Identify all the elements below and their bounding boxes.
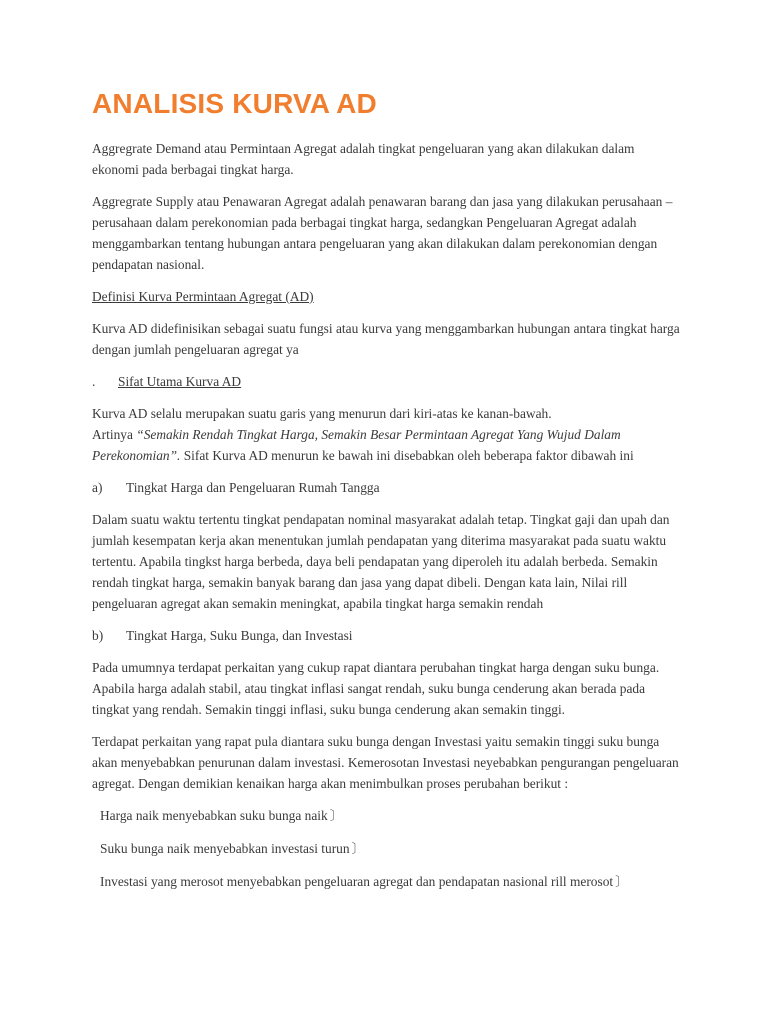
paragraph-aggregate-demand: Aggregrate Demand atau Permintaan Agregat adalah tingkat pengeluaran yang akan dilakukan dalam ekonomi pada berbagai tingkat harga. bbox=[92, 141, 635, 177]
definition-heading: Definisi Kurva Permintaan Agregat (AD) bbox=[92, 289, 314, 304]
paragraph-kurva-ad-definition: Kurva AD didefinisikan sebagai suatu fungsi atau kurva yang menggambarkan hubungan antara tingkat harga dengan jumlah pengeluaran agregat ya bbox=[92, 321, 680, 357]
paragraph-interest-rate: Pada umumnya terdapat perkaitan yang cukup rapat diantara perubahan tingkat harga dengan suku bunga. Apabila harga adalah stabil, atau tingkat inflasi sangat rendah, suku bunga cenderung akan berada pada tingkat yang rendah. Semakin tinggi inflasi, suku bunga cenderung akan semakin tinggi. bbox=[92, 660, 660, 717]
bullet-mark: . bbox=[92, 374, 96, 389]
properties-line: Kurva AD selalu merupakan suatu garis yang menurun dari kiri-atas ke kanan-bawah. bbox=[92, 406, 552, 421]
list-marker-b: b) bbox=[92, 628, 104, 643]
paragraph-aggregate-supply: Aggregrate Supply atau Penawaran Agregat adalah penawaran barang dan jasa yang dilakukan perusahaan – perusahaan dalam perekonomian pada berbagai tingkat harga, sedangkan Pengeluaran Agregat adalah menggambarkan tentang hubungan antara pengeluaran yang akan dilakukan dalam perekonomian dengan pendapatan nasional. bbox=[92, 194, 673, 272]
paragraph-kurva-ad-properties bbox=[92, 403, 682, 466]
document-page bbox=[92, 86, 682, 904]
list-marker-a: a) bbox=[92, 480, 103, 495]
paragraph-investment: Terdapat perkaitan yang rapat pula diantara suku bunga dengan Investasi yaitu semakin tinggi suku bunga akan menyebabkan penurunan dalam investasi. Kemerosotan Investasi neyebabkan pengurangan pengeluaran agregat. Dengan demikian kenaikan harga akan menimbulkan proses perubahan berikut : bbox=[92, 734, 679, 791]
process-step-2-text: Suku bunga naik menyebabkan investasi turun bbox=[100, 841, 350, 856]
properties-rest: Sifat Kurva AD menurun ke bawah ini disebabkan oleh beberapa faktor dibawah ini bbox=[180, 448, 634, 463]
list-item-a-text: Tingkat Harga dan Pengeluaran Rumah Tangga bbox=[126, 480, 380, 495]
process-step-1-text: Harga naik menyebabkan suku bunga naik bbox=[100, 808, 328, 823]
bracket-icon: 〕 bbox=[351, 842, 365, 857]
sifat-heading-row bbox=[92, 371, 682, 392]
list-item-b-text: Tingkat Harga, Suku Bunga, dan Investasi bbox=[126, 628, 353, 643]
paragraph-household-spending: Dalam suatu waktu tertentu tingkat pendapatan nominal masyarakat adalah tetap. Tingkat gaji dan upah dan jumlah kesempatan kerja akan menentukan jumlah pendapatan yang diterima masyarakat pada suatu waktu tertentu. Apabila tingkst harga berbeda, daya beli pendapatan yang diperoleh itu adalah berbeda. Semakin rendah tingkat harga, semakin banyak barang dan jasa yang dapat dibeli. Dengan kata lain, Nilai rill pengeluaran agregat akan semakin meningkat, apabila tingkat harga semakin rendah bbox=[92, 512, 670, 611]
artinya-quote: “Semakin Rendah Tingkat Harga, Semakin Besar Permintaan Agregat Yang Wujud Dalam Perekonomian”. bbox=[92, 427, 621, 463]
list-item-b bbox=[92, 625, 682, 646]
process-step-1 bbox=[100, 805, 682, 827]
page-title: ANALISIS KURVA AD bbox=[92, 88, 377, 119]
process-step-2 bbox=[100, 838, 682, 860]
list-item-a bbox=[92, 477, 682, 498]
process-step-3 bbox=[100, 871, 682, 893]
bracket-icon: 〕 bbox=[615, 875, 629, 890]
sifat-heading: Sifat Utama Kurva AD bbox=[118, 374, 242, 389]
artinya-label: Artinya bbox=[92, 427, 137, 442]
process-step-3-text: Investasi yang merosot menyebabkan pengeluaran agregat dan pendapatan nasional rill merosot bbox=[100, 874, 614, 889]
bracket-icon: 〕 bbox=[329, 809, 343, 824]
